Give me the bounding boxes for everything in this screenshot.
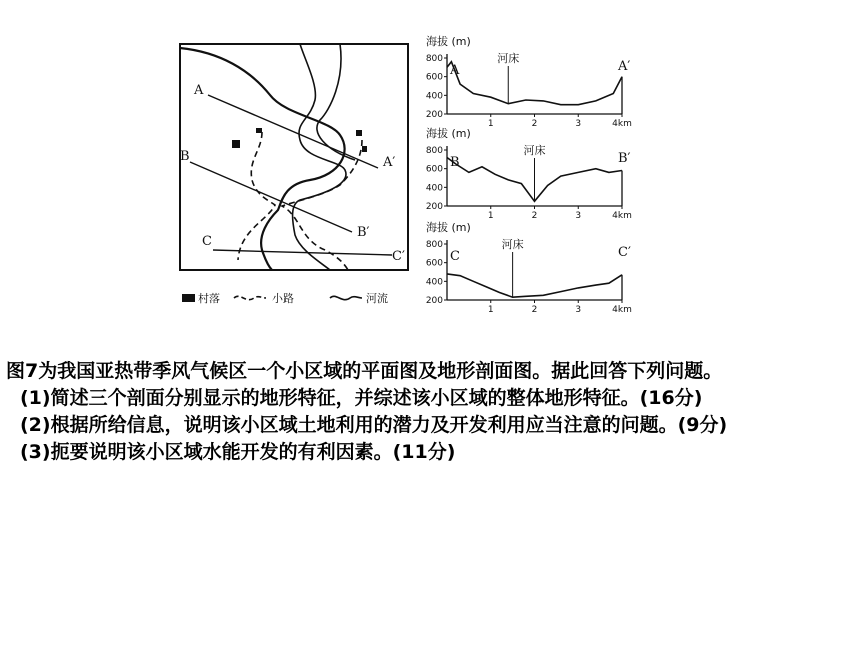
plan-map (180, 44, 408, 270)
riverbed-label: 河床 (497, 52, 520, 65)
profile-x-tick-label: 2 (531, 305, 538, 315)
profile-x-tick-label: 3 (575, 305, 582, 315)
question-intro: 图7为我国亚热带季风气候区一个小区域的平面图及地形剖面图。据此回答下列问题。 (6, 360, 723, 382)
question-item-3: (3)扼要说明该小区域水能开发的有利因素。(11分) (20, 441, 456, 463)
question-item-2: (2)根据所给信息，说明该小区域土地利用的潜力及开发利用应当注意的问题。(9分) (20, 414, 728, 436)
map-legend (182, 291, 388, 305)
profile-x-tick-label: 2 (531, 211, 538, 221)
question-item-1: (1)简述三个剖面分别显示的地形特征，并综述该小区域的整体地形特征。(16分) (20, 387, 703, 409)
profile-right-label: A′ (618, 59, 631, 74)
legend-village-label: 村落 (198, 292, 220, 305)
question-text (6, 358, 854, 466)
profile-y-tick-label: 600 (425, 258, 443, 269)
profile-right-label: B′ (618, 151, 631, 166)
profile-y-tick-label: 200 (425, 202, 443, 212)
section-line-a (208, 95, 378, 168)
profile-x-tick-label: 1 (487, 211, 494, 221)
river-loop (317, 44, 355, 160)
profile-ylabel: 海拔 (m) (426, 127, 471, 140)
section-line-b (190, 162, 352, 232)
profile-y-tick-label: 600 (425, 164, 443, 175)
profile-ylabel: 海拔 (m) (426, 221, 471, 234)
profile-terrain-line (447, 274, 622, 297)
village-marker (232, 140, 240, 148)
profile-x-tick-label: 3 (575, 211, 582, 221)
map-frame (180, 44, 408, 270)
profile-x-tick-label: 3 (575, 119, 582, 129)
profile-right-label: C′ (618, 245, 631, 260)
label-a: A (194, 83, 204, 98)
legend-path-label: 小路 (272, 292, 294, 305)
profile-y-tick-label: 800 (425, 146, 443, 156)
village-marker (356, 130, 362, 136)
profile-y-tick-label: 800 (425, 54, 443, 64)
profile-x-tick-label: 4km (612, 119, 632, 129)
profile-y-tick-label: 800 (425, 240, 443, 250)
profile-x-tick-label: 1 (487, 119, 494, 129)
profile-y-tick-label: 400 (425, 91, 443, 102)
profile-x-tick-label: 4km (612, 305, 632, 315)
label-a-prime: A′ (383, 155, 396, 170)
label-c: C (202, 234, 212, 249)
profile-ylabel: 海拔 (m) (426, 35, 471, 48)
legend-village-swatch (182, 294, 195, 302)
profile-y-tick-label: 400 (425, 277, 443, 288)
label-c-prime: C′ (392, 249, 405, 264)
profile-y-tick-label: 200 (425, 296, 443, 306)
profile-y-tick-label: 600 (425, 72, 443, 83)
label-b: B (180, 149, 190, 164)
river-bank (293, 44, 346, 270)
legend-river-swatch (330, 296, 362, 299)
profile-left-label: B (450, 155, 460, 170)
profile-left-label: A (450, 63, 460, 78)
label-b-prime: B′ (357, 225, 370, 240)
riverbed-label: 河床 (501, 238, 524, 251)
profile-y-tick-label: 400 (425, 183, 443, 194)
profile-charts (426, 34, 632, 315)
profile-terrain-line (447, 62, 622, 105)
profile-x-tick-label: 4km (612, 211, 632, 221)
profile-y-tick-label: 200 (425, 110, 443, 120)
profile-left-label: C (450, 249, 460, 264)
profile-x-tick-label: 1 (487, 305, 494, 315)
village-marker (256, 128, 262, 133)
riverbed-label: 河床 (523, 144, 546, 157)
legend-river-label: 河流 (366, 292, 388, 305)
village-marker (362, 146, 367, 152)
legend-path-swatch (234, 296, 266, 299)
profile-x-tick-label: 2 (531, 119, 538, 129)
